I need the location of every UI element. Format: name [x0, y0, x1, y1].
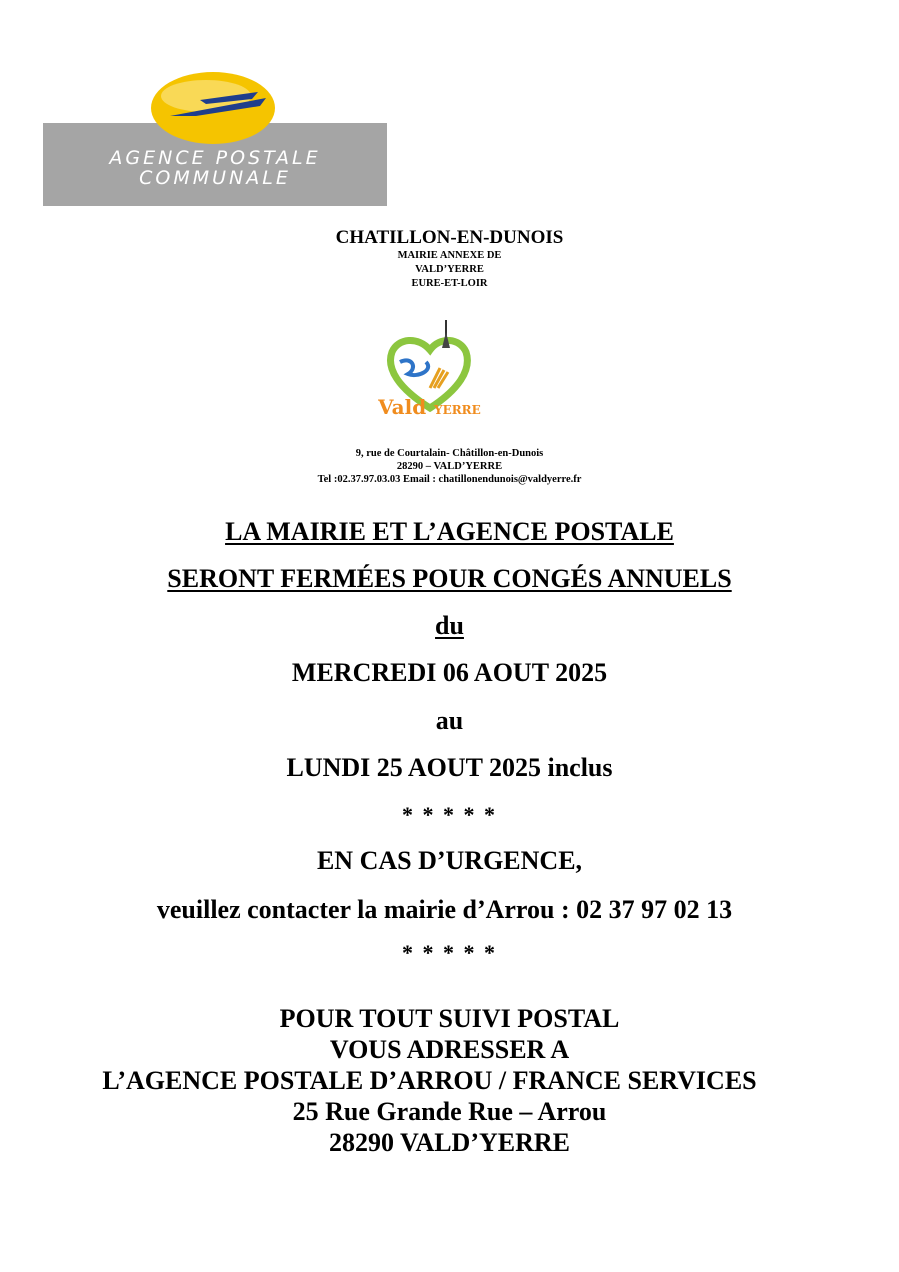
notice-from-date: MERCREDI 06 AOUT 2025 [291, 658, 608, 687]
valdyerre-logo [378, 318, 482, 422]
town-name: CHATILLON-EN-DUNOIS [335, 227, 564, 248]
la-poste-bird-icon [148, 70, 278, 150]
notice-to-word: au [435, 706, 464, 735]
address-line1: 9, rue de Courtalain- Châtillon-en-Dunois [355, 448, 544, 459]
postal-line2: VOUS ADRESSER A [329, 1035, 570, 1064]
notice-from-word: du [435, 611, 464, 640]
urgent-text: veuillez contacter la mairie d’Arrou : 02 37 97 02 13 [156, 895, 733, 924]
postal-line1: POUR TOUT SUIVI POSTAL [279, 1004, 620, 1033]
separator-2: * * * * * [402, 940, 497, 965]
notice-title-line2: SERONT FERMÉES POUR CONGÉS ANNUELS [167, 564, 732, 593]
notice-to-date: LUNDI 25 AOUT 2025 inclus [286, 753, 613, 782]
postal-line5: 28290 VALD’YERRE [328, 1128, 571, 1157]
address-line3: Tel :02.37.97.03.03 Email : chatillonendunois@valdyerre.fr [317, 474, 582, 485]
postal-line3: L’AGENCE POSTALE D’ARROU / FRANCE SERVICES [102, 1066, 757, 1095]
separator: * * * * * [402, 802, 497, 827]
logo-yerre-text: YERRE [434, 403, 481, 417]
urgent-title: EN CAS D’URGENCE, [316, 846, 583, 875]
logo-line1: AGENCE POSTALE [109, 147, 321, 169]
logo-vald-text: Vald [378, 395, 427, 419]
header-sub2: VALD’YERRE [415, 264, 484, 275]
logo-line2: COMMUNALE [139, 167, 291, 189]
header-sub3: EURE-ET-LOIR [411, 278, 488, 289]
notice-title-line1: LA MAIRIE ET L’AGENCE POSTALE [225, 517, 674, 546]
postal-line4: 25 Rue Grande Rue – Arrou [292, 1097, 607, 1126]
header-sub1: MAIRIE ANNEXE DE [397, 250, 502, 261]
address-line2: 28290 – VALD’YERRE [396, 461, 503, 472]
